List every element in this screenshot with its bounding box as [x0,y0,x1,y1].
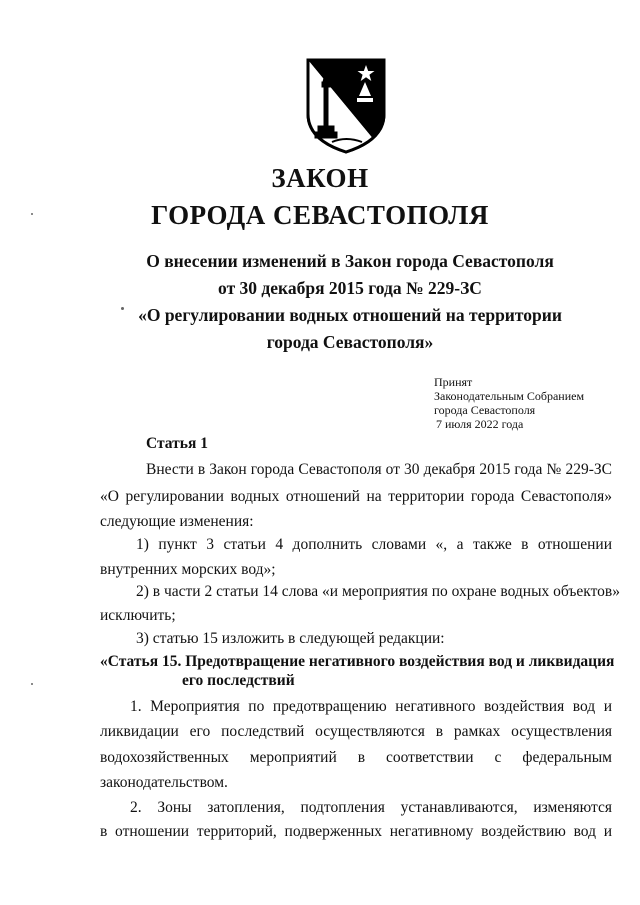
adoption-block [434,375,584,431]
paragraph-line: водохозяйственных мероприятий в соответствии с федеральным [100,749,612,766]
list-item-line: исключить; [100,607,176,624]
paragraph-line: «О регулировании водных отношений на территории города Севастополя» [100,488,612,505]
paragraph-line: ликвидации его последствий осуществляются в рамках осуществления [100,723,612,740]
law-title: ЗАКОН [271,163,369,193]
section-heading-line: его последствий [182,672,295,689]
section-heading-line: «Статья 15. Предотвращение негативного воздействия вод и ликвидация [100,653,615,670]
paragraph-line: следующие изменения: [100,513,254,530]
list-item-line: внутренних морских вод»; [100,561,276,578]
paragraph-line: 2. Зоны затопления, подтопления устанавливаются, изменяются [130,799,612,816]
subtitle-line: О внесении изменений в Закон города Севастополя [146,251,554,271]
paragraph-line: законодательством. [100,774,228,791]
subtitle-line: города Севастополя» [266,332,434,352]
article-heading: Статья 1 [146,435,208,452]
list-item-line: 2) в части 2 статьи 14 слова «и мероприятия по охране водных объектов» [136,583,621,600]
adoption-line: Принят [434,375,473,389]
adoption-date: 7 июля 2022 года [436,417,524,431]
adoption-line: города Севастополя [434,403,536,417]
paragraph-line: в отношении территорий, подверженных негативному воздействию вод и [100,823,612,840]
paragraph-line: Внести в Закон города Севастополя от 30 декабря 2015 года № 229-ЗС [146,461,612,478]
list-item-line: 1) пункт 3 статьи 4 дополнить словами «, а также в отношении [136,536,612,553]
scan-speck [31,683,33,685]
law-city-title: ГОРОДА СЕВАСТОПОЛЯ [151,200,489,230]
law-subtitle [100,248,600,356]
coat-of-arms-emblem [302,56,390,156]
adoption-line: Законодательным Собранием [434,389,585,403]
subtitle-line: «О регулировании водных отношений на территории [138,305,562,325]
subtitle-line: от 30 декабря 2015 года № 229-ЗС [218,278,482,298]
scan-speck [121,307,124,310]
coat-of-arms-icon [302,56,390,156]
scan-speck [31,213,33,215]
paragraph-line: 1. Мероприятия по предотвращению негативного воздействия вод и [130,698,612,715]
list-item-line: 3) статью 15 изложить в следующей редакции: [136,630,445,647]
